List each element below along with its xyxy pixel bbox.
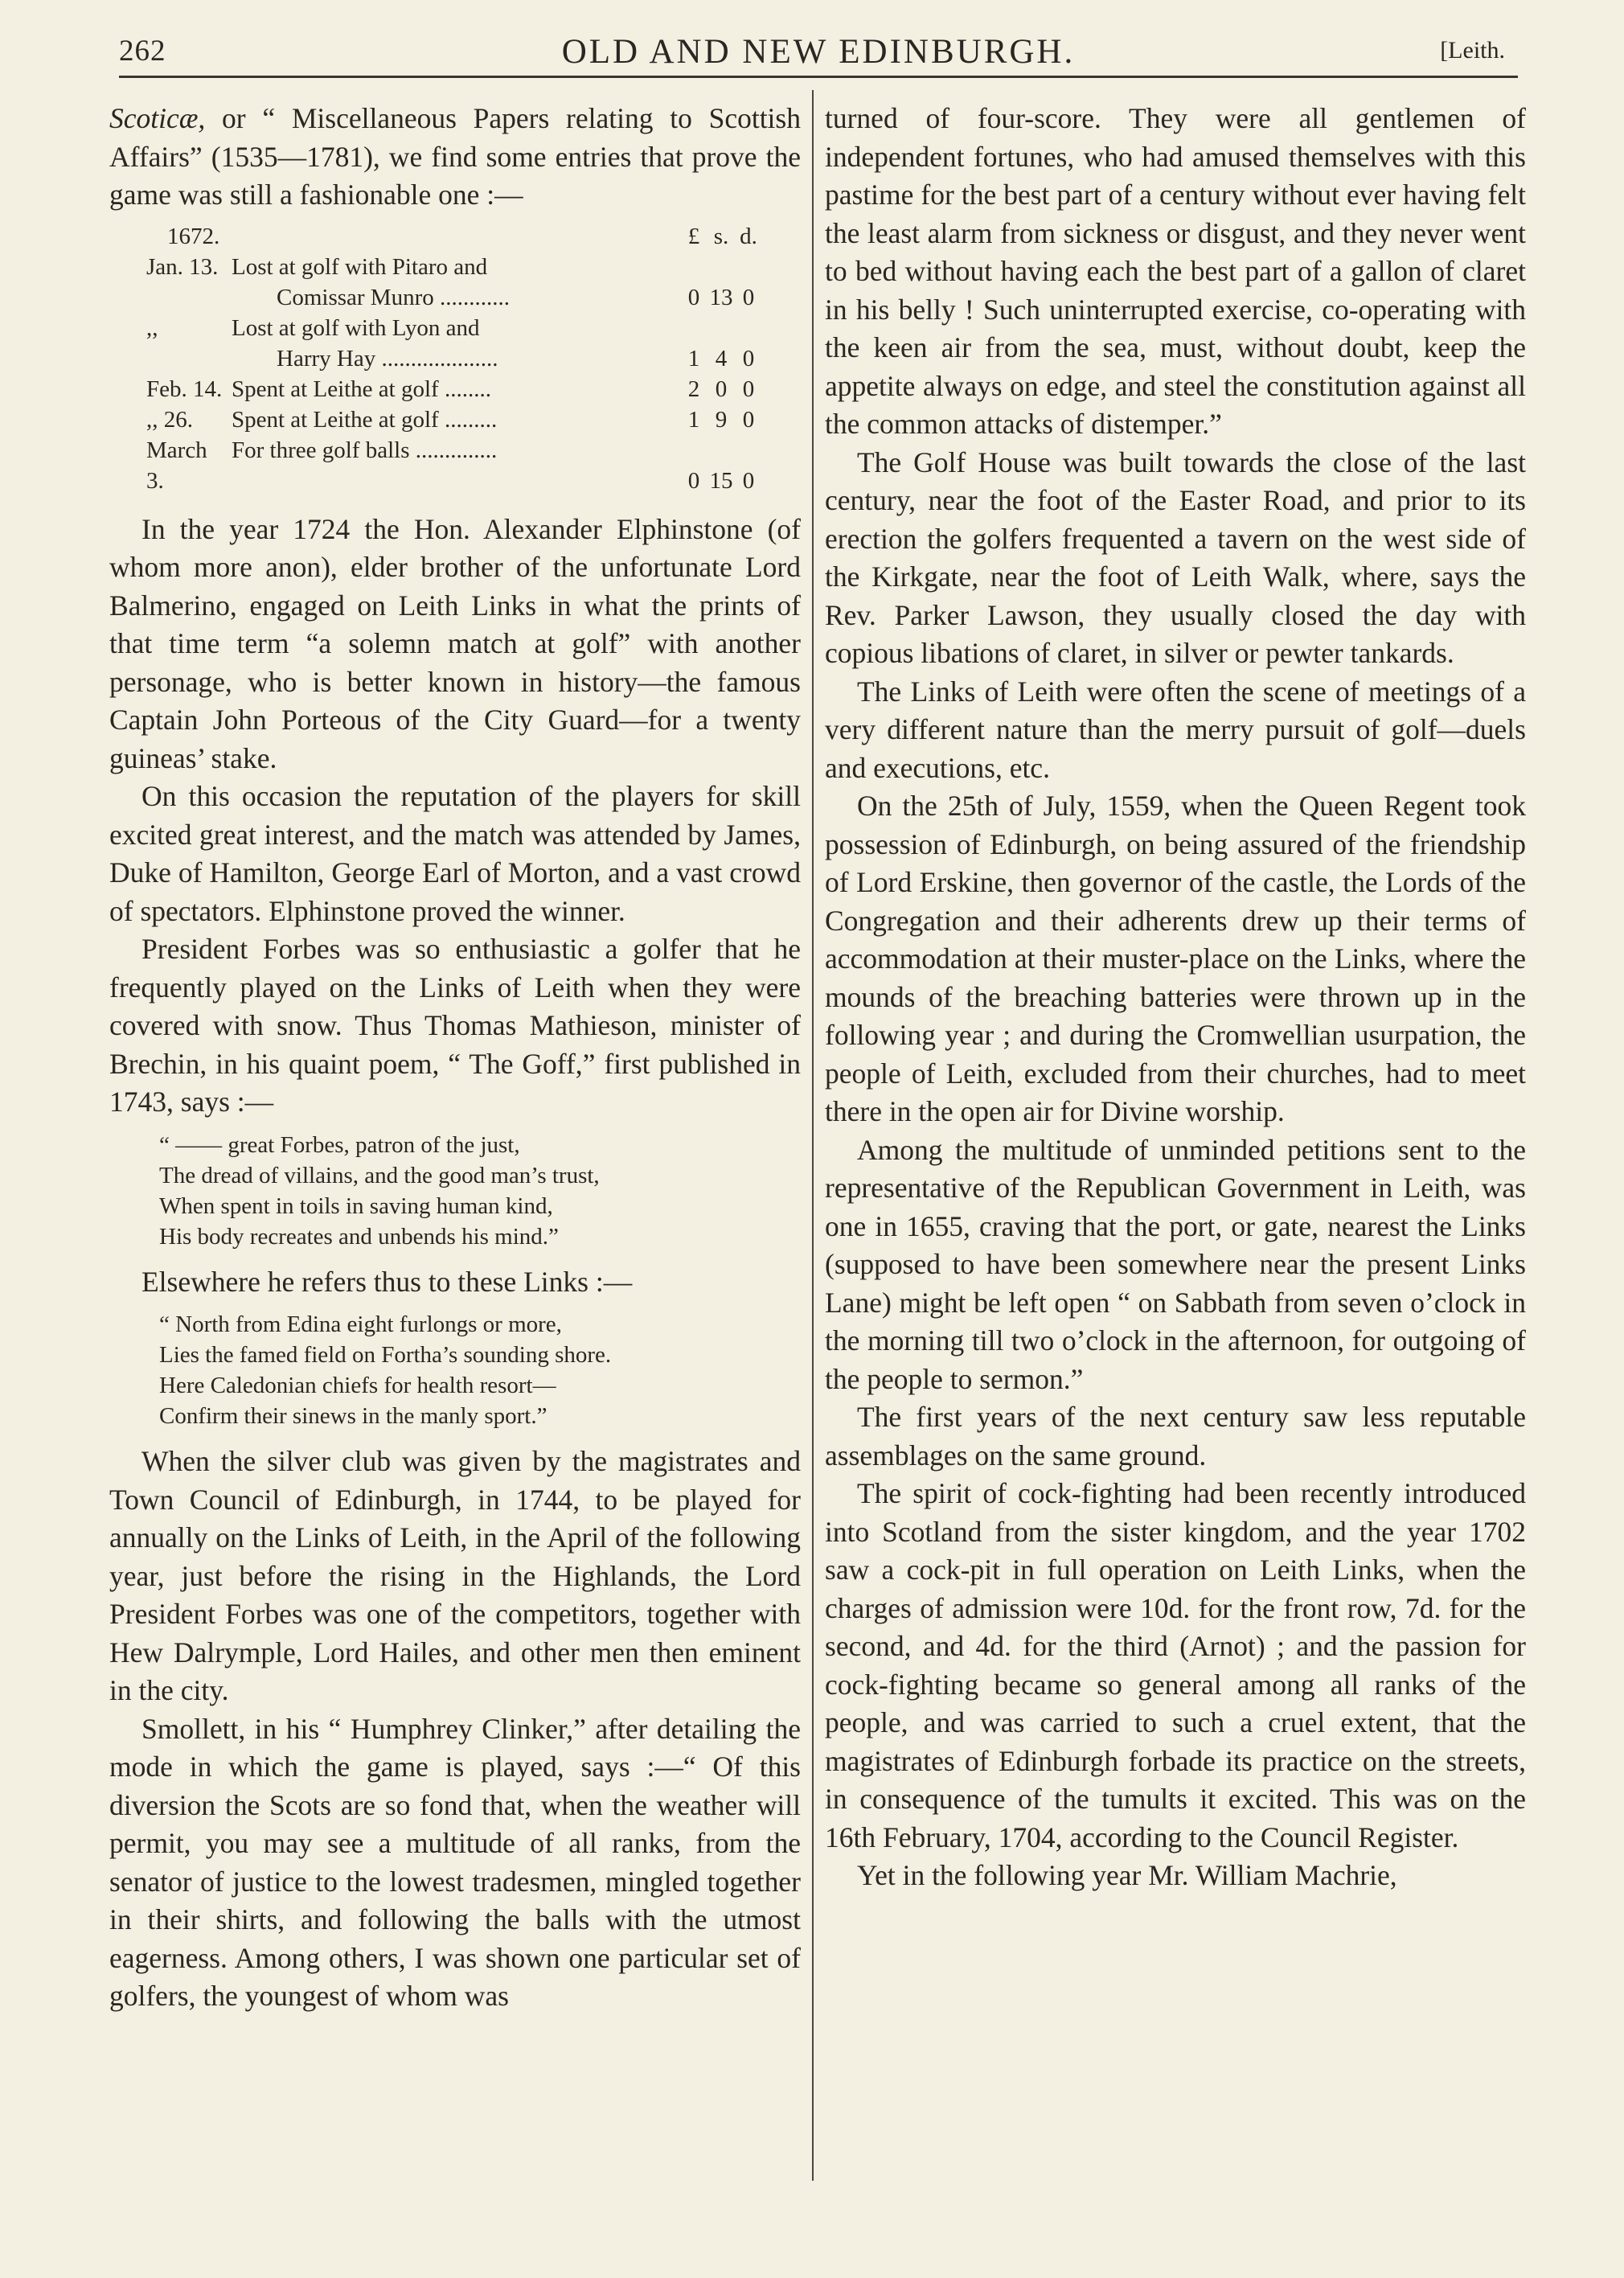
paragraph: Among the multitude of unminded petitions sent to the representative of the Republican Government in Leith, was one in 1655, craving that the port, or gate, nearest the Links (supposed to have been somewhere near the present Links Lane) might be left open “ on Sabbath from seven o’clock in the morning till two o’clock in the afternoon, for outgoing of the people to sermon.” — [825, 1133, 1526, 1395]
ledger-pence: 0 — [742, 376, 755, 402]
ledger-row — [109, 404, 801, 435]
paragraph: Smollett, in his “ Humphrey Clinker,” after detailing the mode in which the game is played, says :—“ Of this diversion the Scots are so fond that, when the weather will permit, you may see a multitude of all ranks, from the senator of justice to the lowest tradesmen, mingled together in their shirts, and following the balls with the utmost eagerness. Among others, I was shown one particular set of golfers, the youngest of whom was — [109, 1712, 801, 2012]
intro-paragraph — [109, 100, 801, 215]
header-rule — [119, 76, 1518, 78]
section-label: [Leith. — [1440, 37, 1505, 64]
ledger-pence: 0 — [742, 467, 755, 494]
verse-line: Here Caledonian chiefs for health resort— — [159, 1373, 556, 1398]
paragraph: On this occasion the reputation of the players for skill excited great interest, and the match was attended by James, Duke of Hamilton, George Earl of Morton, and a vast crowd of spectators. Elphinstone proved the winner. — [109, 780, 801, 927]
left-column — [109, 100, 801, 2182]
ledger-year: 1672. — [167, 223, 220, 249]
ledger-desc: Spent at Leithe at golf ........ — [232, 376, 491, 402]
ledger-pounds: 0 — [687, 284, 700, 310]
ledger-shillings: 15 — [709, 467, 733, 494]
ledger-row — [109, 374, 801, 404]
page-number: 262 — [119, 35, 166, 68]
verse-line: “ —— great Forbes, patron of the just, — [159, 1131, 520, 1158]
ledger-date: Feb. 14. — [146, 376, 223, 402]
ledger-row — [109, 252, 801, 313]
ledger-pence: 0 — [742, 284, 755, 310]
paragraph: On the 25th of July, 1559, when the Queen Regent took possession of Edinburgh, on being assured of the friendship of Lord Erskine, then governor of the castle, the Lords of the Congregation and their adherents drew up their terms of accommodation at their muster-place on the Links, where the mounds of the breaching batteries were thrown up in the following year ; and during the Cromwellian usurpation, the people of Leith, excluded from their churches, had to meet there in the open air for Divine worship. — [825, 790, 1526, 1127]
paragraph: The spirit of cock-fighting had been recently introduced into Scotland from the sister kingdom, and the year 1702 saw a cock-pit in full operation on Leith Links, when the charges of admission were 10d. for the front row, 7d. for the second, and 4d. for the third (Arnot) ; and the passion for cock-fighting became so general among all ranks of the people, and was carried to such a cruel extent, that the magistrates of Edinburgh forbade its practice on the streets, in consequence of the tumults it excited. This was on the 16th February, 1704, according to the Council Register. — [825, 1477, 1526, 1853]
right-column — [825, 100, 1526, 2182]
paragraph: The Golf House was built towards the close of the last century, near the foot of the Easter Road, and prior to its erection the golfers frequented a tavern on the west side of the Kirkgate, near the foot of Leith Walk, where, says the Rev. Parker Lawson, they usually closed the day with copious libations of claret, in silver or pewter tankards. — [825, 445, 1526, 669]
ledger-row — [109, 313, 801, 374]
ledger-shillings-header: s. — [713, 223, 729, 249]
intro-italic: Scoticæ, — [109, 102, 206, 134]
paragraph: Yet in the following year Mr. William Machrie, — [857, 1859, 1397, 1891]
ledger-desc: For three golf balls .............. — [232, 437, 498, 463]
ledger-desc-cont: Comissar Munro ............ — [277, 284, 510, 310]
intro-text: or “ Miscellaneous Papers relating to Scottish Affairs” (1535—1781), we find some entries that prove the game was still a fashionable one :— — [109, 102, 801, 211]
ledger-pounds-header: £ — [687, 223, 700, 249]
ledger-pounds: 1 — [687, 345, 700, 371]
ledger-date: ,, — [146, 314, 158, 341]
ledger-desc: Lost at golf with Pitaro and — [232, 253, 488, 280]
ledger-date: ,, 26. — [146, 406, 193, 433]
ledger-shillings: 4 — [715, 345, 728, 371]
verse-line: The dread of villains, and the good man’s trust, — [159, 1162, 600, 1188]
verse-line: His body recreates and unbends his mind.” — [159, 1223, 559, 1250]
paragraph: When the silver club was given by the magistrates and Town Council of Edinburgh, in 1744, to be played for annually on the Links of Leith, in the April of the following year, just before the rising in the Highlands, the Lord President Forbes was one of the competitors, together with Hew Dalrymple, Lord Hailes, and other men then eminent in the city. — [109, 1445, 801, 1706]
paragraph: Elsewhere he refers thus to these Links :— — [141, 1265, 633, 1298]
book-title: OLD AND NEW EDINBURGH. — [561, 33, 1076, 71]
ledger-shillings: 0 — [715, 376, 728, 402]
verse-line: Confirm their sinews in the manly sport.” — [159, 1403, 547, 1429]
ledger-shillings: 9 — [715, 406, 728, 433]
ledger-pence: 0 — [742, 345, 755, 371]
running-header — [119, 31, 1518, 79]
paragraph-continued: turned of four-score. They were all gentlemen of independent fortunes, who had amused themselves with this pastime for the best part of a century without ever having felt the least alarm from sickness or disgust, and they never went to bed without having each the best part of a gallon of claret in his belly ! Such uninterrupted exercise, co-operating with the keen air from the sea, must, without doubt, keep the appetite always on edge, and steel the constitution against all the common attacks of distemper.” — [825, 102, 1526, 440]
verse-line: Lies the famed field on Fortha’s sounding shore. — [159, 1342, 612, 1368]
ledger-header — [109, 221, 801, 252]
ledger-pence: 0 — [742, 406, 755, 433]
expense-ledger — [109, 221, 801, 496]
column-divider — [812, 90, 814, 2181]
ledger-pence-header: d. — [740, 223, 757, 249]
verse-line: “ North from Edina eight furlongs or more, — [159, 1311, 562, 1337]
paragraph: The first years of the next century saw less reputable assemblages on the same ground. — [825, 1401, 1526, 1471]
ledger-row — [109, 435, 801, 496]
ledger-desc-cont: Harry Hay .................... — [277, 345, 498, 371]
ledger-desc: Spent at Leithe at golf ......... — [232, 406, 498, 433]
paragraph: President Forbes was so enthusiastic a golfer that he frequently played on the Links of Leith when they were covered with snow. Thus Thomas Mathieson, minister of Brechin, in his quaint poem, “ The Goff,” first published in 1743, says :— — [109, 933, 801, 1118]
ledger-pounds: 0 — [687, 467, 700, 494]
ledger-date: Jan. 13. — [146, 253, 219, 280]
verse-quote — [159, 1130, 801, 1252]
ledger-desc: Lost at golf with Lyon and — [232, 314, 480, 341]
ledger-date: March 3. — [146, 437, 207, 494]
ledger-shillings: 13 — [709, 284, 733, 310]
paragraph: In the year 1724 the Hon. Alexander Elphinstone (of whom more anon), elder brother of the unfortunate Lord Balmerino, engaged on Leith Links in what the prints of that time term “a solemn match at golf” with another personage, who is better known in history—the famous Captain John Porteous of the City Guard—for a twenty guineas’ stake. — [109, 512, 801, 774]
verse-line: When spent in toils in saving human kind, — [159, 1192, 553, 1219]
ledger-pounds: 1 — [687, 406, 700, 433]
verse-quote — [159, 1309, 801, 1431]
ledger-pounds: 2 — [687, 376, 700, 402]
paragraph: The Links of Leith were often the scene of meetings of a very different nature than the merry pursuit of golf—duels and executions, etc. — [825, 675, 1526, 784]
